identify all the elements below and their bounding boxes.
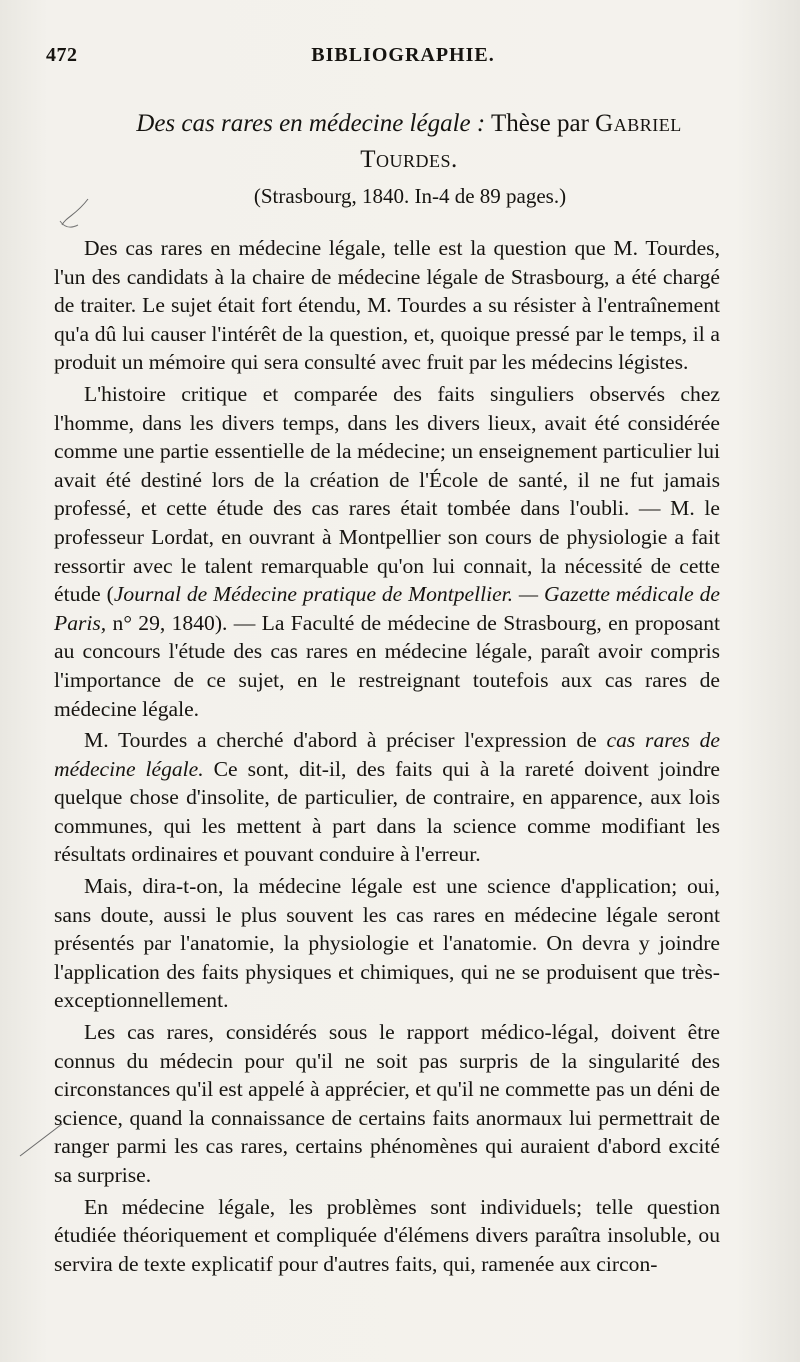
author-last-name: Tourdes.	[360, 146, 458, 173]
defined-term: cas rares de médecine légale.	[54, 728, 720, 781]
thesis-by: Thèse par	[491, 110, 589, 137]
author-first-name: Gabriel	[595, 110, 682, 137]
paragraph-3	[54, 726, 720, 869]
running-header	[46, 44, 760, 74]
page-number: 472	[46, 44, 78, 66]
running-title: BIBLIOGRAPHIE.	[311, 44, 495, 66]
pencil-mark-icon	[58, 195, 98, 235]
work-title: Des cas rares en médecine légale :	[136, 110, 486, 137]
paragraph-5: Les cas rares, considérés sous le rapport médico-légal, doivent être connus du médecin pour qu'il ne soit pas surpris de la singularité des circonstances qu'il est appelé à apprécier, et qu'il ne commette pas un déni de science, quand la connaissance de certains faits anormaux lui permettrait de ranger parmi les cas rares, certains phénomènes qui auraient d'abord excité sa surprise.	[54, 1020, 720, 1187]
paragraph-6: En médecine légale, les problèmes sont individuels; telle question étudiée théoriquement et compliquée d'élémens divers paraîtra insoluble, ou servira de texte explicatif pour d'autres faits, qui, ramenée aux circon-	[54, 1194, 720, 1276]
body-text	[54, 234, 720, 1281]
paragraph-2	[54, 380, 720, 723]
paragraph-3-start: M. Tourdes a cherché d'abord à préciser l'expression de	[84, 728, 607, 753]
paragraph-1: Des cas rares en médecine légale, telle est la question que M. Tourdes, l'un des candidats à la chaire de médecine légale de Strasbourg, a été chargé de traiter. Le sujet était fort étendu, M. Tourdes a su résister à l'entraînement qu'a dû lui causer l'intérêt de la question, et, quoique pressé par le temps, il a produit un mémoire qui sera consulté avec fruit par les médecins légistes.	[54, 236, 720, 375]
paragraph-2-end: n° 29, 1840). — La Faculté de médecine de Strasbourg, en proposant au concours l'étude des cas rares en médecine légale, paraît avoir compris l'importance de ce sujet, en le restreignant toutefois aux cas rares de médecine légale.	[54, 610, 720, 721]
article-title	[80, 106, 738, 178]
paragraph-4: Mais, dira-t-on, la médecine légale est une science d'application; oui, sans doute, aussi le plus souvent les cas rares en médecine légale seront présentés par l'anatomie, la physiologie et l'anatomie. On devra y joindre l'application des faits physiques et chimiques, qui ne se produisent que très-exceptionnellement.	[54, 874, 720, 1013]
paragraph-3-end: Ce sont, dit-il, des faits qui à la rareté doivent joindre quelque chose d'insolite, de particulier, de contraire, en apparence, aux lois communes, qui les mettent à part dans la science comme modifiant les résultats ordinaires et pouvant conduire à l'erreur.	[54, 756, 720, 867]
paragraph-2-start: L'histoire critique et comparée des faits singuliers observés chez l'homme, dans les divers temps, dans les divers lieux, avait été considérée comme une partie essentielle de la médecine; un enseignement particulier lui avait été destiné lors de la création de l'École de santé, il ne fut jamais professé, et cette étude des cas rares était tombée dans l'oubli. — M. le professeur Lordat, en ouvrant à Montpellier son cours de physiologie a fait ressortir avec le talent remarquable qu'on lui connait, la nécessité de cette étude (	[54, 381, 720, 607]
publication-info: (Strasbourg, 1840. In-4 de 89 pages.)	[253, 184, 567, 208]
journal-citation: Journal de Médecine pratique de Montpellier. — Gazette médicale de Paris,	[54, 582, 720, 635]
